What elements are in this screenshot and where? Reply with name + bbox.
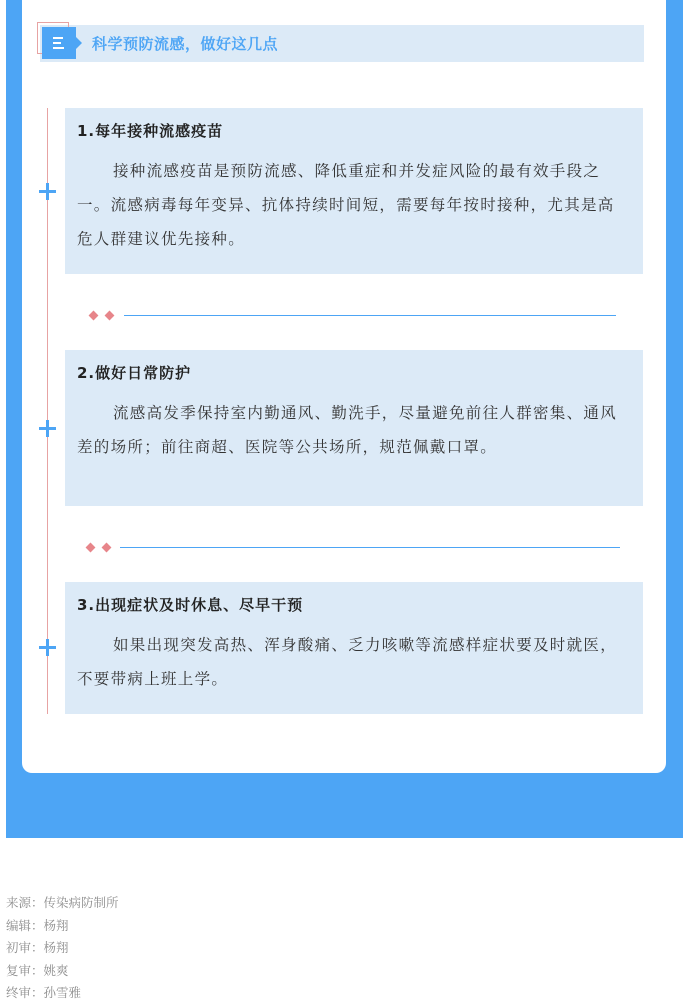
diamond-icon [89,311,99,321]
plus-icon [39,639,56,656]
section-symptoms [65,582,643,714]
credits [6,892,119,1005]
section-title: 1.每年接种流感疫苗 [77,122,224,140]
plus-icon [39,420,56,437]
menu-lines-icon [42,27,76,59]
plus-icon [39,183,56,200]
header-title: 科学预防流感，做好这几点 [92,35,279,53]
section-title: 3.出现症状及时休息、尽早干预 [77,596,304,614]
credit-editor: 编辑：杨翔 [6,917,69,933]
section-divider [84,542,621,554]
section-daily-protection [65,350,643,506]
section-title: 2.做好日常防护 [77,364,192,382]
section-body: 流感高发季保持室内勤通风、勤洗手，尽量避免前往人群密集、通风差的场所；前往商超、医院等公共场所，规范佩戴口罩。 [77,404,618,456]
header-arrow-icon [76,37,82,49]
section-body: 如果出现突发高热、浑身酸痛、乏力咳嗽等流感样症状要及时就医，不要带病上班上学。 [77,636,618,688]
section-vaccine [65,108,643,274]
credit-source: 来源：传染病防制所 [6,895,119,910]
diamond-icon [102,543,112,553]
credit-first-review: 初审：杨翔 [6,940,69,955]
section-body: 接种流感疫苗是预防流感、降低重症和并发症风险的最有效手段之一。流感病毒每年变异、抗体持续时间短，需要每年按时接种，尤其是高危人群建议优先接种。 [77,162,615,248]
credit-final-review: 终审：孙雪雅 [6,985,82,1000]
diamond-icon [105,311,115,321]
section-divider [88,310,618,322]
divider-line [120,547,620,548]
diamond-icon [86,543,96,553]
credit-second-review: 复审：姚爽 [6,962,69,978]
divider-line [124,315,616,316]
